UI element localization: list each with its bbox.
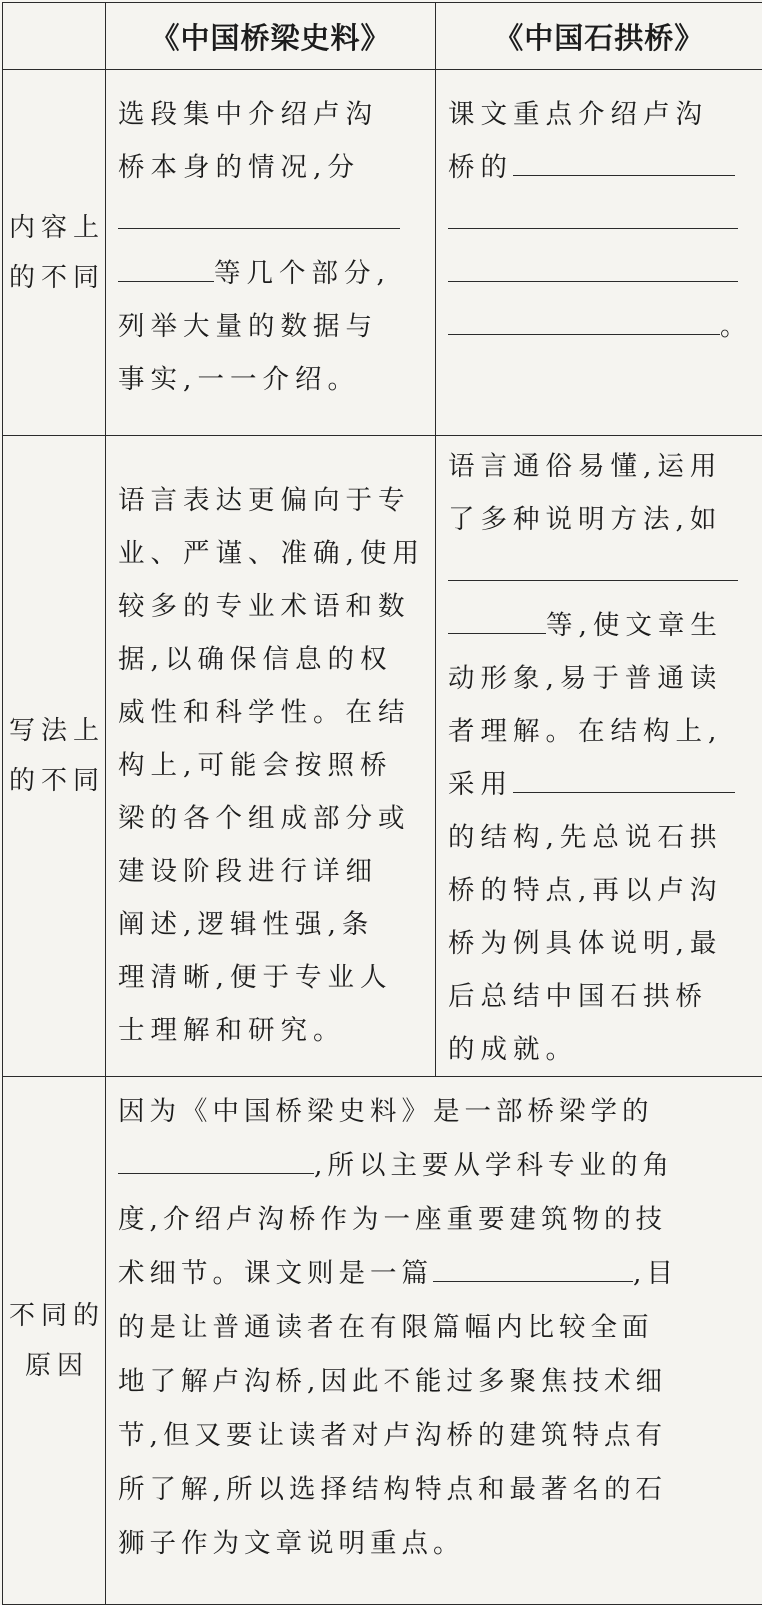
content-left-cell (106, 70, 436, 436)
reason-label-line1: 不同的 (9, 1291, 105, 1341)
content-right-line3 (448, 194, 753, 247)
reason-line4 (118, 1247, 752, 1301)
reason-line4-prefix: 术细节。课文则是一篇 (118, 1258, 433, 1289)
writing-left-line7: 梁的各个组成部分或 (118, 792, 425, 845)
reason-line5: 的是让普通读者在有限篇幅内比较全面 (118, 1301, 752, 1355)
reason-label-line2: 原因 (9, 1341, 105, 1391)
writing-right-line3 (448, 546, 753, 599)
writing-left-line9: 阐述,逻辑性强,条 (118, 898, 425, 951)
writing-left-line1: 语言表达更偏向于专 (118, 474, 425, 527)
content-focus-blank-2[interactable] (448, 194, 738, 229)
reason-line6: 地了解卢沟桥,因此不能过多聚焦技术细 (118, 1355, 752, 1409)
content-right-line2-text: 桥的 (448, 152, 513, 183)
writing-row-label (3, 436, 106, 1077)
writing-right-line12: 的成就。 (448, 1023, 753, 1076)
writing-right-line5: 动形象,易于普通读 (448, 652, 753, 705)
reason-row (3, 1077, 762, 1605)
content-label-line1: 内容上 (9, 203, 105, 253)
reason-work-type-blank[interactable] (118, 1139, 314, 1174)
writing-left-line10: 理清晰,便于专业人 (118, 951, 425, 1004)
writing-right-line4-text: 等,使文章生 (546, 610, 723, 641)
header-row (3, 3, 762, 70)
writing-structure-blank[interactable] (513, 758, 735, 793)
content-focus-blank-1[interactable] (513, 141, 735, 176)
content-parts-blank-2[interactable] (118, 247, 214, 282)
reason-row-label (3, 1077, 106, 1605)
content-row-label (3, 70, 106, 436)
writing-right-line2: 了多种说明方法,如 (448, 493, 753, 546)
writing-right-line7 (448, 758, 753, 811)
comparison-table (2, 2, 762, 1605)
content-focus-blank-3[interactable] (448, 247, 738, 282)
writing-right-line8: 的结构,先总说石拱 (448, 811, 753, 864)
reason-line1: 因为《中国桥梁史料》是一部桥梁学的 (118, 1085, 752, 1139)
writing-left-line8: 建设阶段进行详细 (118, 845, 425, 898)
writing-left-line4: 据,以确保信息的权 (118, 633, 425, 686)
header-chinese-stone-arch-bridge: 《中国石拱桥》 (435, 3, 762, 70)
writing-right-line9: 桥的特点,再以卢沟 (448, 864, 753, 917)
content-focus-blank-4[interactable] (448, 300, 720, 335)
header-corner-cell (3, 3, 106, 70)
reason-line9: 狮子作为文章说明重点。 (118, 1517, 752, 1571)
content-right-cell (435, 70, 762, 436)
reason-cell (106, 1077, 762, 1605)
writing-left-line5: 威性和科学性。在结 (118, 686, 425, 739)
content-left-line5: 列举大量的数据与 (118, 300, 425, 353)
content-right-line4 (448, 247, 753, 300)
content-left-line4-text: 等几个部分, (214, 258, 391, 289)
content-right-end-mark: 。 (720, 311, 753, 342)
writing-label-line1: 写法上 (9, 706, 105, 756)
content-label-line2: 的不同 (9, 253, 105, 303)
reason-line3: 度,介绍卢沟桥作为一座重要建筑物的技 (118, 1193, 752, 1247)
content-row (3, 70, 762, 436)
writing-label-line2: 的不同 (9, 756, 105, 806)
writing-row (3, 436, 762, 1077)
writing-left-line3: 较多的专业术语和数 (118, 580, 425, 633)
reason-line7: 节,但又要让读者对卢沟桥的建筑特点有 (118, 1409, 752, 1463)
content-left-line2: 桥本身的情况,分 (118, 141, 425, 194)
writing-left-cell (106, 436, 436, 1077)
reason-line2-text: ,所以主要从学科专业的角 (314, 1150, 674, 1181)
content-left-line4 (118, 247, 425, 300)
writing-right-line7-text: 采用 (448, 769, 513, 800)
reason-line4-suffix: ,目 (633, 1258, 678, 1289)
content-right-line1: 课文重点介绍卢沟 (448, 88, 753, 141)
content-left-line6: 事实,一一介绍。 (118, 353, 425, 406)
reason-line2 (118, 1139, 752, 1193)
writing-right-line10: 桥为例具体说明,最 (448, 917, 753, 970)
content-right-line2 (448, 141, 753, 194)
content-left-line3 (118, 194, 425, 247)
header-bridge-history-materials: 《中国桥梁史料》 (106, 3, 436, 70)
writing-methods-blank-2[interactable] (448, 599, 546, 634)
writing-methods-blank-1[interactable] (448, 546, 738, 581)
content-right-line5 (448, 300, 753, 353)
content-parts-blank-1[interactable] (118, 194, 400, 229)
content-left-line1: 选段集中介绍卢沟 (118, 88, 425, 141)
writing-right-line1: 语言通俗易懂,运用 (448, 440, 753, 493)
writing-right-line11: 后总结中国石拱桥 (448, 970, 753, 1023)
writing-left-line11: 士理解和研究。 (118, 1004, 425, 1057)
writing-left-line2: 业、严谨、准确,使用 (118, 527, 425, 580)
reason-text-type-blank[interactable] (433, 1247, 633, 1282)
writing-right-cell (435, 436, 762, 1077)
reason-line8: 所了解,所以选择结构特点和最著名的石 (118, 1463, 752, 1517)
writing-right-line4 (448, 599, 753, 652)
writing-left-line6: 构上,可能会按照桥 (118, 739, 425, 792)
writing-right-line6: 者理解。在结构上, (448, 705, 753, 758)
